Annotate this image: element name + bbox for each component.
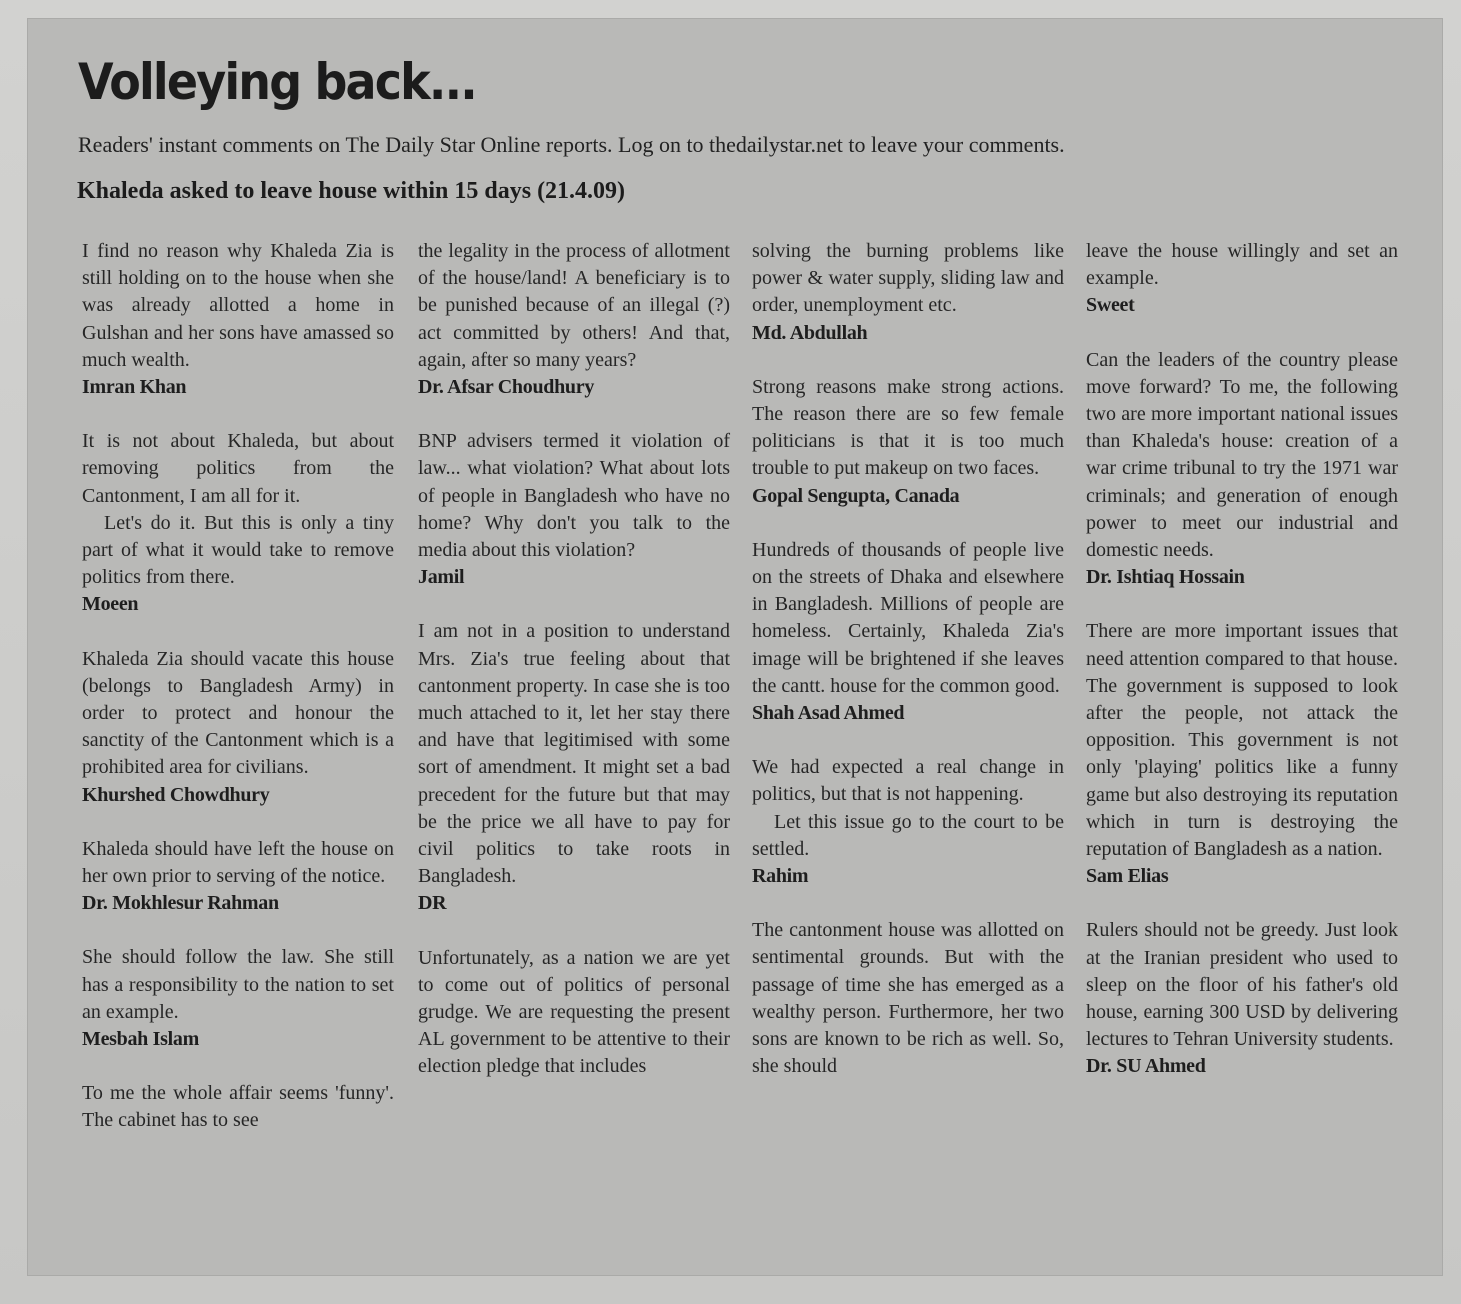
- comment-author: Mesbah Islam: [82, 1028, 199, 1051]
- comment-author: Imran Khan: [82, 376, 187, 399]
- comment-author: Sweet: [1086, 294, 1135, 317]
- comment-text: Khaleda should have left the house on her own prior to serving of the notice.: [82, 837, 394, 888]
- comment-text: We had expected a real change in politics, but that is not happening.: [752, 756, 1064, 806]
- comment-text: Rulers should not be greedy. Just look at the Iranian president who used to sleep on the floor of his father's old house, earning 300 USD by delivering lectures to Tehran University students.: [1086, 919, 1398, 1051]
- comment-author: DR: [418, 892, 447, 915]
- comment-text: Let's do it. But this is only a tiny part of what it would take to remove politics from there.: [82, 511, 394, 589]
- comment-text: Khaleda Zia should vacate this house (belongs to Bangladesh Army) in order to protect and honour the sanctity of the Cantonment which is a prohibited area for civilians.: [82, 647, 394, 779]
- reader-comment: [82, 646, 394, 809]
- intro-text: Readers' instant comments on The Daily Star Online reports. Log on to thedailystar.net to leave your comments.: [78, 132, 1065, 157]
- reader-comment: [1086, 917, 1398, 1080]
- comment-author: Rahim: [752, 865, 809, 888]
- reader-comment: [82, 428, 394, 618]
- reader-comment: [82, 836, 394, 918]
- comment-text: Strong reasons make strong actions. The reason there are so few female politicians is that it is too much trouble to put makeup on two faces.: [752, 375, 1064, 480]
- reader-comment: [418, 428, 730, 591]
- headline: Volleying back...: [78, 53, 476, 111]
- comment-author: Moeen: [82, 593, 139, 616]
- comment-text: Let this issue go to the court to be settled.: [752, 810, 1064, 860]
- comment-text: It is not about Khaleda, but about removing politics from the Cantonment, I am all for it.: [82, 430, 394, 507]
- comment-author: Shah Asad Ahmed: [752, 702, 905, 725]
- comment-text: She should follow the law. She still has a responsibility to the nation to set an example.: [82, 946, 394, 1023]
- comment-text: BNP advisers termed it violation of law... what violation? What about lots of people in Bangladesh who have no home? Why don't you talk to the media about this violation?: [418, 430, 730, 562]
- comment-author: Khurshed Chowdhury: [82, 783, 270, 806]
- reader-comment: [82, 1080, 394, 1134]
- comment-text: The cantonment house was allotted on sentimental grounds. But with the passage of time she has emerged as a wealthy person. Furthermore, her two sons are known to be rich as well. So, she should: [752, 919, 1064, 1078]
- reader-comment: [1086, 238, 1398, 320]
- column-1: [82, 238, 394, 1162]
- reader-comment: [752, 238, 1064, 347]
- comment-text: I am not in a position to understand Mrs. Zia's true feeling about that cantonment property. In case she is too much attached to it, let her stay there and have that legitimised with some sort of amendment. It might set a bad precedent for the future but that may be the price we all have to pay for civil politics to take roots in Bangladesh.: [418, 620, 730, 888]
- subheadline: Khaleda asked to leave house within 15 days (21.4.09): [77, 178, 626, 204]
- comment-text: solving the burning problems like power & water supply, sliding law and order, unemployment etc.: [752, 240, 1064, 317]
- comment-author: Md. Abdullah: [752, 321, 868, 344]
- column-2: [418, 238, 730, 1108]
- comment-author: Dr. Afsar Choudhury: [418, 376, 595, 399]
- comment-text: Unfortunately, as a nation we are yet to come out of politics of personal grudge. We are requesting the present AL government to be attentive to their election pledge that includes: [418, 946, 730, 1078]
- comment-author: Dr. SU Ahmed: [1086, 1055, 1206, 1078]
- comment-author: Sam Elias: [1086, 865, 1169, 888]
- comment-text: the legality in the process of allotment of the house/land! A beneficiary is to be punished because of an illegal (?) act committed by others! And that, again, after so many years?: [418, 240, 730, 371]
- comment-text: leave the house willingly and set an example.: [1086, 240, 1398, 290]
- comment-author: Dr. Mokhlesur Rahman: [82, 892, 279, 915]
- comment-text: There are more important issues that need attention compared to that house. The government is supposed to look after the people, not attack the opposition. This government is not only 'playing' politics like a funny game but also destroying its reputation which in turn is destroying the reputation of Bangladesh as a nation.: [1086, 620, 1398, 861]
- column-4: [1086, 238, 1398, 1108]
- column-3: [752, 238, 1064, 1107]
- reader-comment: [418, 618, 730, 917]
- reader-comment: [82, 944, 394, 1053]
- reader-comment: [418, 238, 730, 401]
- reader-comment: [752, 917, 1064, 1080]
- reader-comment: [418, 945, 730, 1081]
- reader-comment: [1086, 618, 1398, 890]
- reader-comment: [752, 537, 1064, 727]
- comment-author: Dr. Ishtiaq Hossain: [1086, 566, 1245, 589]
- comment-text: I find no reason why Khaleda Zia is still holding on to the house when she was already allotted a home in Gulshan and her sons have amassed so much wealth.: [82, 240, 394, 371]
- comment-text: Can the leaders of the country please move forward? To me, the following two are more important national issues than Khaleda's house: creation of a war crime tribunal to try the 1971 war criminals; and generation of enough power to meet our industrial and domestic needs.: [1086, 348, 1398, 562]
- comment-author: Jamil: [418, 566, 465, 589]
- reader-comment: [1086, 347, 1398, 592]
- comment-author: Gopal Sengupta, Canada: [752, 484, 960, 507]
- reader-comment: [752, 754, 1064, 890]
- reader-comment: [752, 374, 1064, 510]
- comment-text: To me the whole affair seems 'funny'. The cabinet has to see: [82, 1082, 394, 1132]
- reader-comment: [82, 238, 394, 401]
- comment-text: Hundreds of thousands of people live on the streets of Dhaka and elsewhere in Bangladesh. Millions of people are homeless. Certainly, Khaleda Zia's image will be brightened if she leaves the cantt. house for the common good.: [752, 538, 1064, 697]
